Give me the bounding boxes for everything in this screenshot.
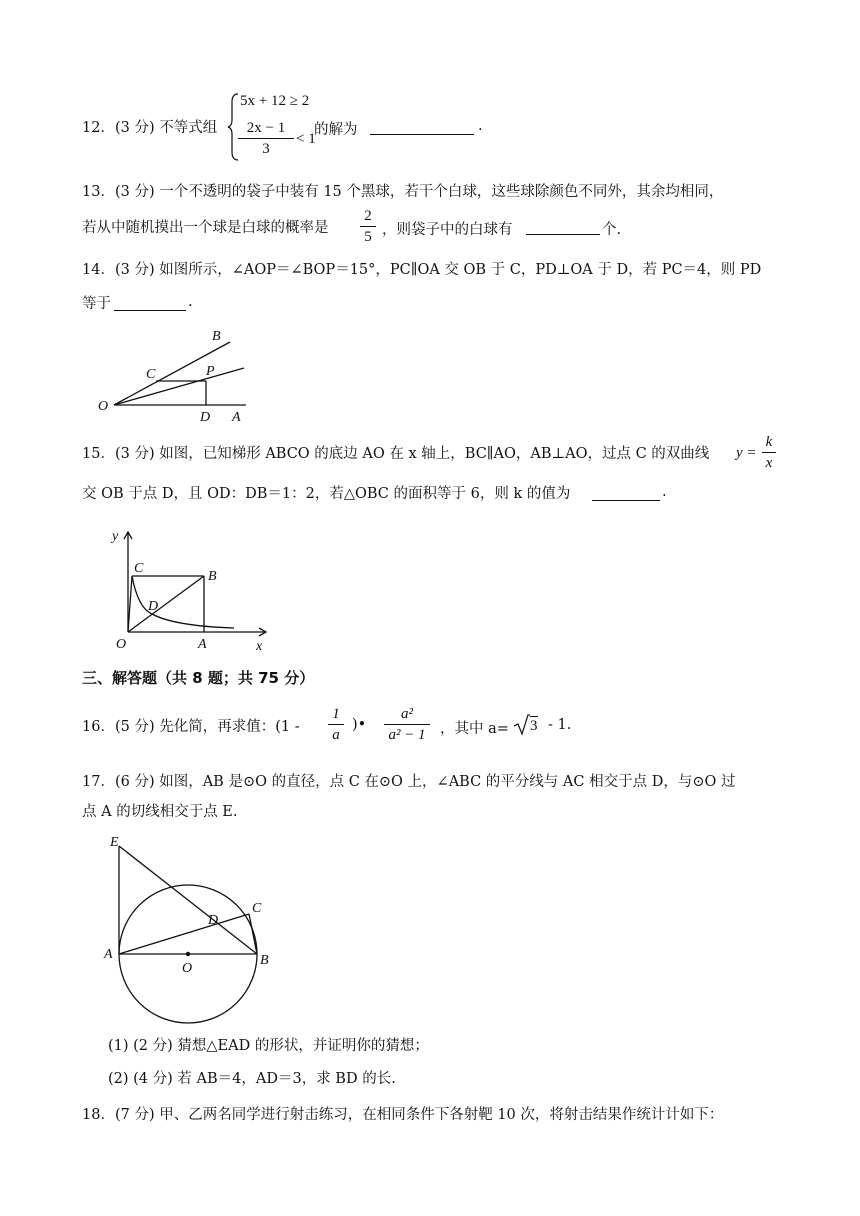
q15-label-x: x xyxy=(256,639,263,654)
q12-inequality-1: 5x + 12 ≥ 2 xyxy=(240,93,310,109)
q17-label-A: A xyxy=(104,947,113,962)
q13-line-2-post: ，则袋子中的白球有 xyxy=(382,222,513,238)
q15-label-C: C xyxy=(134,561,144,576)
q17-sub-question-1: (1) (2 分) 猜想△EAD 的形状，并证明你的猜想； xyxy=(108,1038,429,1054)
q14-label-A: A xyxy=(232,410,241,425)
q16-sqrt-value: 3 xyxy=(530,718,538,734)
q17-label-O: O xyxy=(182,961,193,976)
q17-label-E: E xyxy=(110,835,119,850)
q16-fraction-2-numerator: a² xyxy=(401,706,413,722)
q16-middle: )• xyxy=(352,717,367,733)
q15-line-2-end: . xyxy=(662,484,667,500)
q16-sqrt-sign xyxy=(514,714,530,736)
q12-fraction-denominator: 3 xyxy=(262,141,270,157)
q15-label-D: D xyxy=(148,599,159,614)
q16-tail: - 1. xyxy=(548,717,572,733)
q17-sub-question-2: (2) (4 分) 若 AB＝4，AD＝3，求 BD 的长. xyxy=(108,1071,396,1087)
q12-fraction-numerator: 2x − 1 xyxy=(246,120,286,136)
q13-fraction-denominator: 5 xyxy=(364,229,372,245)
q13-line-1: 13．(3 分) 一个不透明的袋子中装有 15 个黑球，若干个白球，这些球除颜色不同外，其余均相同， xyxy=(82,184,724,200)
q12-answer-blank[interactable] xyxy=(370,118,474,135)
q17-figure xyxy=(100,830,280,1020)
q14-label-P: P xyxy=(206,364,215,379)
q13-answer-blank[interactable] xyxy=(526,218,600,235)
q15-function-lhs: y = xyxy=(736,445,757,461)
q15-function-numerator: k xyxy=(765,434,773,450)
q14-line-2-end: . xyxy=(188,294,193,310)
q15-answer-blank[interactable] xyxy=(592,484,660,501)
q16-fraction-1 xyxy=(328,704,344,745)
q14-label-B: B xyxy=(212,329,221,344)
q13-line-2-end: 个. xyxy=(602,222,622,238)
q12-inequality-2-rhs: < 1 xyxy=(296,131,316,147)
q14-label-O: O xyxy=(98,399,109,414)
q15-line-2: 交 OB 于点 D，且 OD：DB＝1：2，若△OBC 的面积等于 6，则 k 的值为 xyxy=(82,486,571,502)
q17-line-2: 点 A 的切线相交于点 E. xyxy=(82,804,238,820)
q16-prefix: 16．(5 分) 先化简，再求值：(1 - xyxy=(82,719,300,735)
q17-line-1: 17．(6 分) 如图，AB 是⊙O 的直径，点 C 在⊙O 上，∠ABC 的平分线与 AC 相交于点 D，与⊙O 过 xyxy=(82,774,736,790)
q12-fraction xyxy=(238,118,294,159)
q15-function-fraction xyxy=(762,432,776,473)
q17-label-B: B xyxy=(260,953,269,968)
q12-end: . xyxy=(478,118,483,134)
q13-probability-fraction xyxy=(360,206,376,247)
q14-label-C: C xyxy=(146,367,156,382)
q12-prefix: 12．(3 分) 不等式组 xyxy=(82,120,218,136)
q15-function-denominator: x xyxy=(765,455,773,471)
q15-label-O: O xyxy=(116,637,127,652)
q14-answer-blank[interactable] xyxy=(114,294,186,311)
q12-suffix: 的解为 xyxy=(314,122,358,138)
q16-fraction-1-denominator: a xyxy=(332,727,340,743)
q15-label-A: A xyxy=(198,637,207,652)
q17-label-D: D xyxy=(208,913,219,928)
q14-figure xyxy=(96,326,256,426)
q13-fraction-numerator: 2 xyxy=(364,208,372,224)
q14-line-1: 14．(3 分) 如图所示，∠AOP＝∠BOP＝15°，PC∥OA 交 OB 于 C，PD⊥OA 于 D，若 PC＝4，则 PD xyxy=(82,262,762,278)
q16-fraction-1-numerator: 1 xyxy=(332,706,340,722)
q15-label-y: y xyxy=(112,529,119,544)
q16-fraction-2-denominator: a² − 1 xyxy=(388,727,426,743)
q15-figure xyxy=(104,526,274,656)
q18-line-1: 18．(7 分) 甲、乙两名同学进行射击练习，在相同条件下各射靶 10 次，将射击结果作统计计如下： xyxy=(82,1107,724,1123)
q17-label-C: C xyxy=(252,901,262,916)
q14-label-D: D xyxy=(200,410,211,425)
q15-label-B: B xyxy=(208,569,217,584)
q15-line-1: 15．(3 分) 如图，已知梯形 ABCO 的底边 AO 在 x 轴上，BC∥AO，AB⊥AO，过点 C 的双曲线 xyxy=(82,446,710,462)
q13-line-2-pre: 若从中随机摸出一个球是白球的概率是 xyxy=(82,220,329,236)
q14-line-2: 等于 xyxy=(82,296,111,312)
q16-fraction-2 xyxy=(384,704,430,745)
q16-condition: ，其中 a= xyxy=(440,721,509,737)
section-3-heading: 三、解答题（共 8 题；共 75 分） xyxy=(82,669,315,687)
